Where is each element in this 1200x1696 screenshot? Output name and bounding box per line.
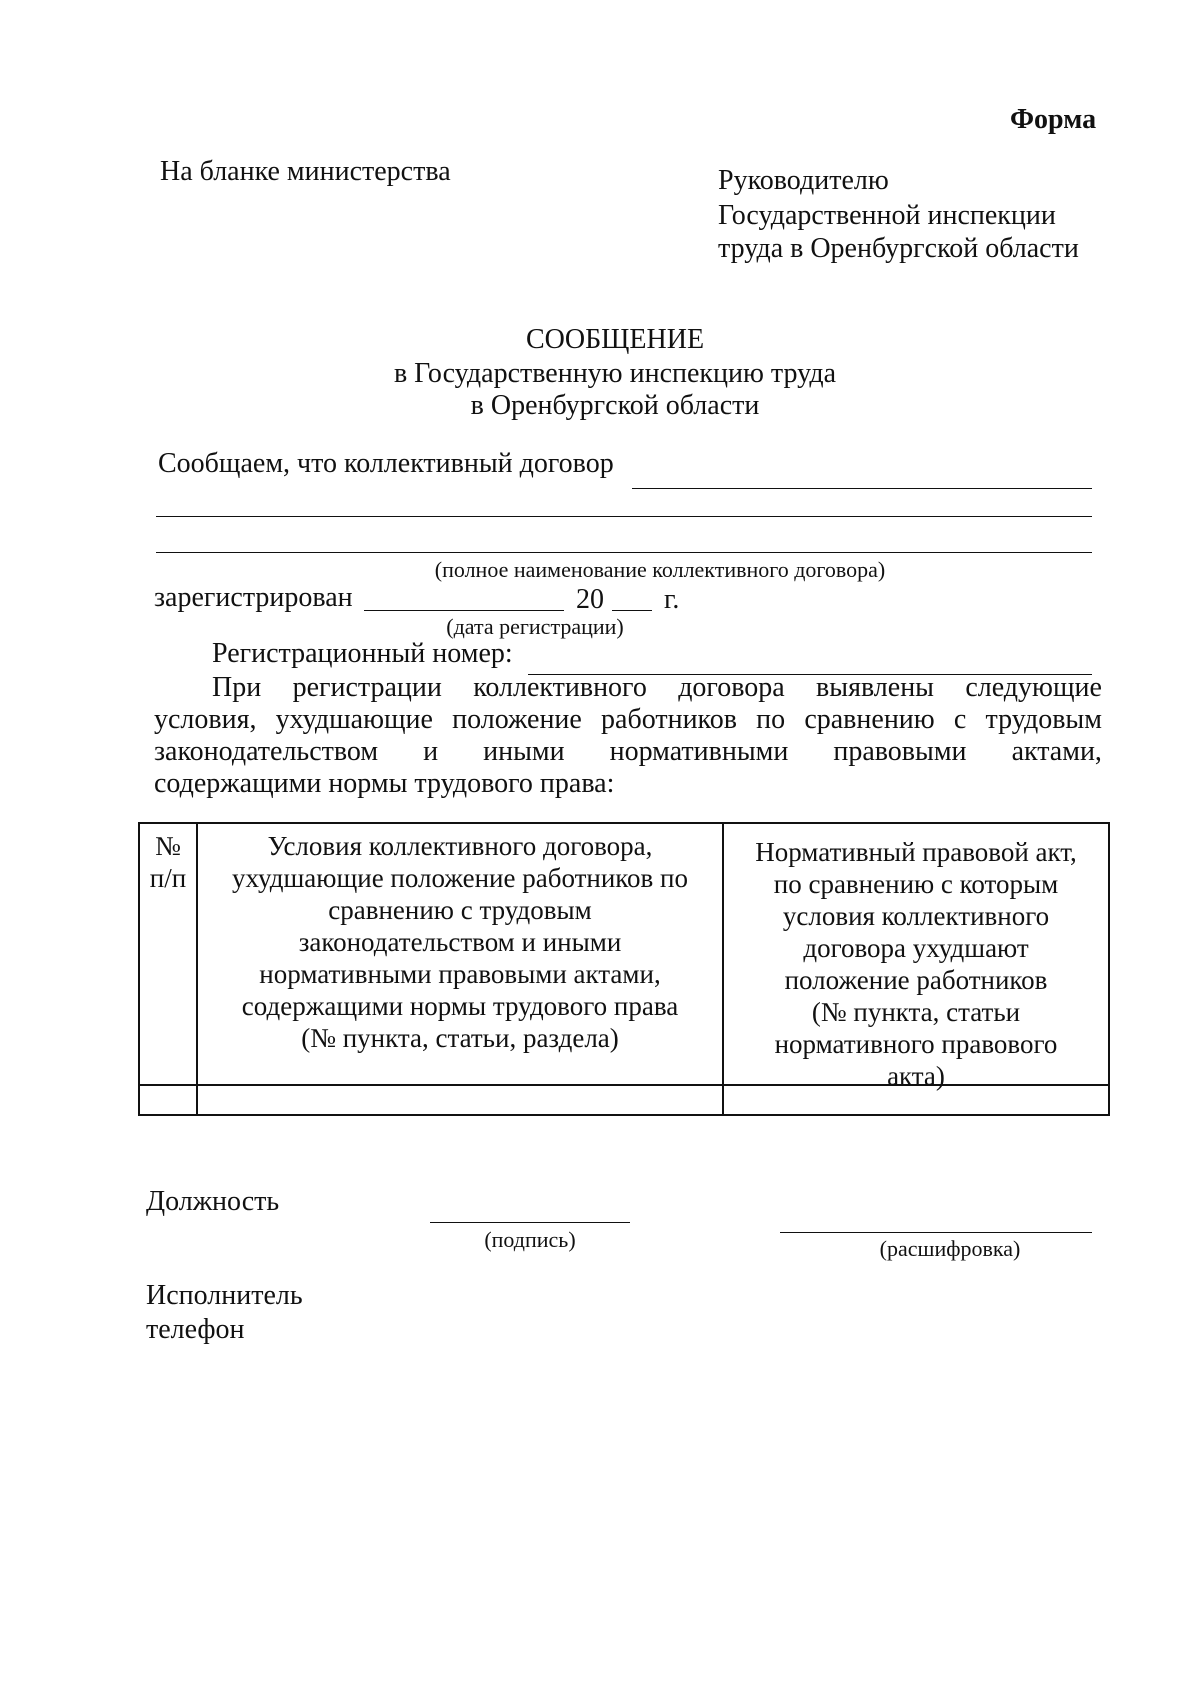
table-header-line: нормативного правового xyxy=(774,1029,1058,1059)
table-cell-conditions[interactable] xyxy=(198,1086,722,1114)
agreement-name-blank xyxy=(156,552,1092,553)
table-header-line: договора ухудшают xyxy=(803,933,1029,963)
registration-date-hint: (дата регистрации) xyxy=(446,614,624,639)
table-header-line: положение работников xyxy=(784,965,1048,995)
agreement-name-blank xyxy=(632,488,1092,489)
addressee-line: Государственной инспекции xyxy=(718,200,1056,231)
agreement-name-hint: (полное наименование коллективного договора) xyxy=(434,557,886,582)
findings-line xyxy=(154,704,1102,736)
table-header-line: законодательством и иными xyxy=(298,927,622,957)
phone-label: телефон xyxy=(146,1314,245,1345)
registered-label: зарегистрирован xyxy=(154,582,353,613)
year-blank xyxy=(612,610,652,611)
findings-word: трудовым xyxy=(985,704,1102,735)
findings-word: При xyxy=(212,672,262,703)
table-header-line: условия коллективного xyxy=(782,901,1050,931)
table-border xyxy=(138,1114,1110,1116)
table-header-line: (№ пункта, статьи, раздела) xyxy=(301,1023,619,1053)
signature-hint: (подпись) xyxy=(484,1227,576,1252)
document-subtitle-line: в Государственную инспекцию труда xyxy=(393,358,837,389)
table-border xyxy=(138,822,1110,824)
position-label: Должность xyxy=(146,1186,280,1217)
findings-word: нормативными xyxy=(609,736,789,767)
table-header-line: Нормативный правовой акт, xyxy=(755,837,1077,867)
year-prefix: 20 xyxy=(576,584,604,615)
findings-word: с xyxy=(953,704,967,735)
table-cell-num[interactable] xyxy=(140,1086,196,1114)
findings-line: содержащими нормы трудового права: xyxy=(154,768,615,799)
findings-word: выявлены xyxy=(816,672,934,703)
table-header-line: сравнению с трудовым xyxy=(328,895,592,925)
addressee-line: труда в Оренбургской области xyxy=(718,233,1079,264)
letterhead-note: На бланке министерства xyxy=(160,156,451,187)
findings-word: и xyxy=(423,736,439,767)
table-border xyxy=(722,822,724,1116)
registration-number-label: Регистрационный номер: xyxy=(212,638,513,669)
findings-word: правовыми xyxy=(833,736,967,767)
table-header-line: п/п xyxy=(149,863,187,893)
table-header-line: нормативными правовыми актами, xyxy=(259,959,661,989)
findings-line xyxy=(154,736,1102,768)
addressee-line: Руководителю xyxy=(718,165,889,196)
decoding-hint: (расшифровка) xyxy=(879,1236,1021,1261)
table-border xyxy=(1108,822,1110,1116)
executor-label: Исполнитель xyxy=(146,1280,303,1311)
decoding-blank xyxy=(780,1232,1092,1233)
document-title: СООБЩЕНИЕ xyxy=(525,324,705,355)
table-border xyxy=(196,822,198,1116)
findings-line xyxy=(212,672,1102,704)
findings-word: положение xyxy=(452,704,582,735)
table-header-num xyxy=(140,830,196,894)
table-header-line: Условия коллективного договора, xyxy=(267,831,653,861)
table-header-line: по сравнению с которым xyxy=(773,869,1059,899)
signature-blank xyxy=(430,1222,630,1223)
table-header-line: ухудшающие положение работников по xyxy=(232,863,688,893)
findings-word: ухудшающие xyxy=(275,704,433,735)
document-subtitle-line: в Оренбургской области xyxy=(470,390,760,421)
table-header-line: (№ пункта, статьи xyxy=(811,997,1021,1027)
findings-word: коллективного xyxy=(473,672,647,703)
findings-word: договора xyxy=(678,672,785,703)
findings-word: работников xyxy=(601,704,737,735)
table-header-line: содержащими нормы трудового права xyxy=(241,991,679,1021)
table-header-line: акта) xyxy=(887,1061,945,1091)
table-header-line: № xyxy=(155,831,181,861)
findings-word: условия, xyxy=(154,704,257,735)
findings-word: следующие xyxy=(965,672,1102,703)
findings-word: актами, xyxy=(1011,736,1102,767)
findings-word: законодательством xyxy=(154,736,379,767)
table-cell-legal-act[interactable] xyxy=(724,1086,1108,1114)
findings-word: по xyxy=(756,704,786,735)
agreement-name-blank xyxy=(156,516,1092,517)
findings-word: сравнению xyxy=(804,704,935,735)
table-header-conditions xyxy=(200,830,720,1054)
year-suffix: г. xyxy=(664,584,680,615)
findings-word: иными xyxy=(483,736,565,767)
table-header-legal-act xyxy=(726,836,1106,1092)
intro-label: Сообщаем, что коллективный договор xyxy=(158,448,614,479)
registration-date-blank xyxy=(364,610,564,611)
findings-word: регистрации xyxy=(292,672,442,703)
form-label: Форма xyxy=(1010,104,1097,135)
